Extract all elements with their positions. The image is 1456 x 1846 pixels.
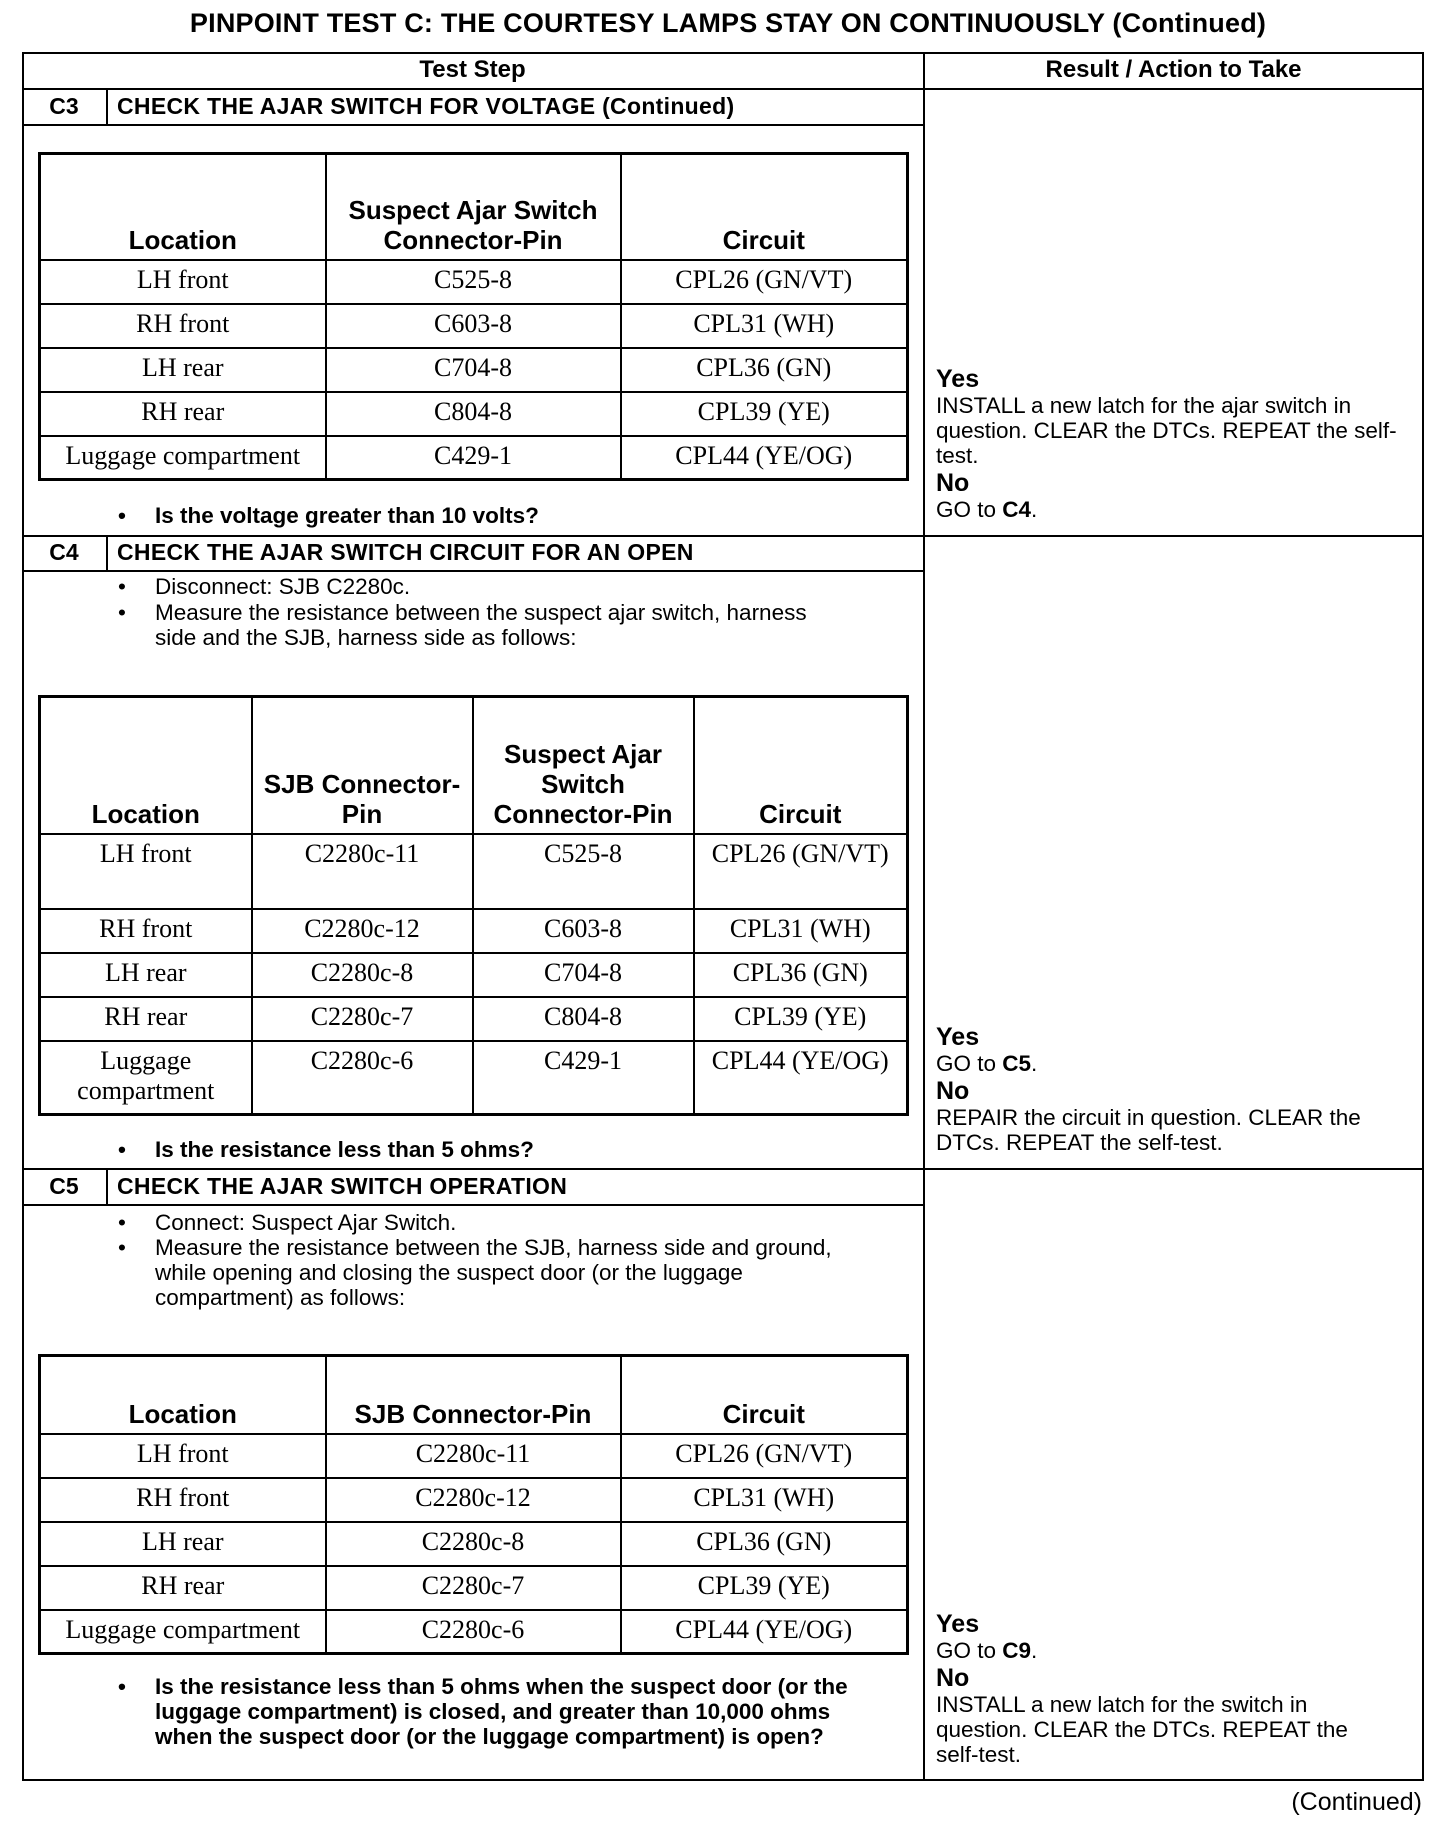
table-row bbox=[40, 304, 908, 348]
page-title: PINPOINT TEST C: THE COURTESY LAMPS STAY ON CONTINUOUSLY (Continued) bbox=[189, 8, 1267, 38]
table-cell: CPL44 (YE/OG) bbox=[694, 1041, 908, 1115]
table-cell: RH front bbox=[40, 304, 326, 348]
c5-question-bullet: • bbox=[118, 1674, 126, 1699]
c4-question: Is the resistance less than 5 ohms? bbox=[155, 1137, 534, 1162]
table-cell: C804-8 bbox=[473, 997, 694, 1041]
table-row bbox=[40, 1522, 908, 1566]
c5-step-text: Connect: Suspect Ajar Switch. bbox=[155, 1210, 457, 1235]
table-row bbox=[40, 1041, 908, 1115]
table-row bbox=[40, 1478, 908, 1522]
table-row bbox=[40, 1566, 908, 1610]
step-id-c3: C3 bbox=[49, 93, 79, 119]
c5-title-rule bbox=[22, 1204, 923, 1206]
c4-result bbox=[936, 1024, 1426, 1155]
table-cell: C603-8 bbox=[473, 909, 694, 953]
table-cell: RH rear bbox=[40, 1566, 326, 1610]
c5-bullet: • bbox=[118, 1210, 126, 1235]
table-cell: C2280c-11 bbox=[252, 834, 473, 909]
table-cell: C2280c-8 bbox=[326, 1522, 621, 1566]
c5-no-text: INSTALL a new latch for the switch in question. CLEAR the DTCs. REPEAT the self-test. bbox=[936, 1692, 1348, 1767]
table-cell: CPL31 (WH) bbox=[621, 1478, 908, 1522]
c3-no-label: No bbox=[936, 469, 970, 497]
c4-no-label: No bbox=[936, 1077, 970, 1105]
c4-question-bullet: • bbox=[118, 1137, 126, 1162]
table-cell: CPL44 (YE/OG) bbox=[621, 436, 908, 480]
table-cell: C603-8 bbox=[326, 304, 621, 348]
c5-col-header: Circuit bbox=[621, 1356, 908, 1434]
c3-yes-label: Yes bbox=[936, 365, 980, 393]
table-cell: C2280c-12 bbox=[252, 909, 473, 953]
table-cell: CPL31 (WH) bbox=[694, 909, 908, 953]
table-cell: C2280c-6 bbox=[252, 1041, 473, 1115]
table-row bbox=[40, 953, 908, 997]
c4-yes-label: Yes bbox=[936, 1023, 980, 1051]
c5-bullet: • bbox=[118, 1235, 126, 1260]
c3-col-header: Suspect Ajar Switch Connector-Pin bbox=[326, 154, 621, 260]
step-id-c4: C4 bbox=[49, 539, 79, 565]
c5-yes-text: GO to bbox=[936, 1638, 1003, 1663]
c4-title-rule bbox=[22, 570, 923, 572]
table-cell: Luggage compartment bbox=[40, 436, 326, 480]
c5-no-label: No bbox=[936, 1664, 970, 1692]
table-cell: C429-1 bbox=[473, 1041, 694, 1115]
table-cell: LH front bbox=[40, 1434, 326, 1478]
header-result: Result / Action to Take bbox=[1045, 56, 1302, 83]
table-cell: C704-8 bbox=[326, 348, 621, 392]
table-cell: CPL26 (GN/VT) bbox=[694, 834, 908, 909]
table-cell: RH rear bbox=[40, 392, 326, 436]
table-row bbox=[40, 997, 908, 1041]
c4-top-rule bbox=[22, 535, 1424, 537]
c3-no-text-end: . bbox=[1031, 497, 1038, 522]
table-row bbox=[40, 260, 908, 304]
c3-title-rule bbox=[22, 124, 923, 126]
table-cell: RH front bbox=[40, 1478, 326, 1522]
c3-col-header: Location bbox=[40, 154, 326, 260]
c4-bullet: • bbox=[118, 574, 126, 599]
c4-step-text: Disconnect: SJB C2280c. bbox=[155, 574, 411, 599]
c4-yes-ref: C5 bbox=[1002, 1051, 1032, 1076]
c5-table bbox=[38, 1354, 909, 1655]
step-title-c3: CHECK THE AJAR SWITCH FOR VOLTAGE (Continued) bbox=[117, 93, 735, 119]
c4-id-divider bbox=[106, 535, 108, 570]
table-cell: CPL26 (GN/VT) bbox=[621, 1434, 908, 1478]
table-row bbox=[40, 834, 908, 909]
table-cell: LH rear bbox=[40, 348, 326, 392]
c5-col-header: Location bbox=[40, 1356, 326, 1434]
table-row bbox=[40, 436, 908, 480]
table-cell: Luggage compartment bbox=[40, 1610, 326, 1654]
table-cell: CPL36 (GN) bbox=[694, 953, 908, 997]
c4-bullet: • bbox=[118, 600, 126, 625]
table-cell: C2280c-6 bbox=[326, 1610, 621, 1654]
c3-yes-text: INSTALL a new latch for the ajar switch in question. CLEAR the DTCs. REPEAT the self-test. bbox=[936, 393, 1397, 468]
c4-no-text: REPAIR the circuit in question. CLEAR the DTCs. REPEAT the self-test. bbox=[936, 1105, 1361, 1155]
table-cell: C525-8 bbox=[473, 834, 694, 909]
c4-step-text: Measure the resistance between the suspect ajar switch, harness side and the SJB, harness side as follows: bbox=[155, 600, 807, 650]
table-row bbox=[40, 348, 908, 392]
table-cell: C2280c-7 bbox=[326, 1566, 621, 1610]
table-cell: C804-8 bbox=[326, 392, 621, 436]
c5-question: Is the resistance less than 5 ohms when the suspect door (or the luggage compartment) is closed, and greater than 10,000 ohms when the suspect door (or the luggage compartment) is open? bbox=[155, 1674, 848, 1749]
c3-question-bullet: • bbox=[118, 503, 126, 528]
table-cell: CPL36 (GN) bbox=[621, 348, 908, 392]
step-id-c5: C5 bbox=[49, 1173, 79, 1199]
table-cell: CPL39 (YE) bbox=[621, 392, 908, 436]
header-test-step: Test Step bbox=[419, 56, 526, 83]
c5-step-text: Measure the resistance between the SJB, harness side and ground, while opening and closing the suspect door (or the luggage compartment) as follows: bbox=[155, 1235, 832, 1310]
table-cell: C2280c-7 bbox=[252, 997, 473, 1041]
table-cell: RH front bbox=[40, 909, 252, 953]
table-cell: CPL26 (GN/VT) bbox=[621, 260, 908, 304]
c4-table bbox=[38, 695, 909, 1116]
c5-yes-label: Yes bbox=[936, 1610, 980, 1638]
table-cell: Luggage compartment bbox=[40, 1041, 252, 1115]
c3-question: Is the voltage greater than 10 volts? bbox=[155, 503, 539, 528]
c5-result bbox=[936, 1611, 1426, 1767]
c3-no-ref: C4 bbox=[1002, 497, 1032, 522]
c5-id-divider bbox=[106, 1168, 108, 1204]
table-cell: RH rear bbox=[40, 997, 252, 1041]
table-row bbox=[40, 1434, 908, 1478]
table-row bbox=[40, 1610, 908, 1654]
table-cell: CPL39 (YE) bbox=[694, 997, 908, 1041]
step-title-c5: CHECK THE AJAR SWITCH OPERATION bbox=[117, 1173, 568, 1199]
table-cell: C429-1 bbox=[326, 436, 621, 480]
c5-yes-ref: C9 bbox=[1002, 1638, 1032, 1663]
header-rule bbox=[22, 88, 1424, 90]
table-cell: C2280c-8 bbox=[252, 953, 473, 997]
c3-no-text: GO to bbox=[936, 497, 1003, 522]
table-cell: LH front bbox=[40, 260, 326, 304]
c4-col-header: SJB Connector-Pin bbox=[252, 697, 473, 834]
c3-result bbox=[936, 366, 1426, 522]
c5-top-rule bbox=[22, 1168, 1424, 1170]
table-cell: LH rear bbox=[40, 1522, 326, 1566]
c5-col-header: SJB Connector-Pin bbox=[326, 1356, 621, 1434]
table-row bbox=[40, 909, 908, 953]
c4-col-header: Circuit bbox=[694, 697, 908, 834]
table-cell: CPL44 (YE/OG) bbox=[621, 1610, 908, 1654]
table-cell: C2280c-11 bbox=[326, 1434, 621, 1478]
c4-yes-text: GO to bbox=[936, 1051, 1003, 1076]
table-cell: C2280c-12 bbox=[326, 1478, 621, 1522]
table-cell: LH front bbox=[40, 834, 252, 909]
c4-yes-text-end: . bbox=[1031, 1051, 1038, 1076]
column-divider bbox=[923, 52, 925, 1781]
table-cell: C525-8 bbox=[326, 260, 621, 304]
table-cell: LH rear bbox=[40, 953, 252, 997]
c4-col-header: Location bbox=[40, 697, 252, 834]
c3-id-divider bbox=[106, 88, 108, 124]
step-title-c4: CHECK THE AJAR SWITCH CIRCUIT FOR AN OPEN bbox=[117, 539, 694, 565]
c3-table bbox=[38, 152, 909, 481]
table-cell: CPL36 (GN) bbox=[621, 1522, 908, 1566]
continued-footer: (Continued) bbox=[1291, 1788, 1422, 1816]
c3-col-header: Circuit bbox=[621, 154, 908, 260]
table-cell: CPL31 (WH) bbox=[621, 304, 908, 348]
c5-yes-text-end: . bbox=[1031, 1638, 1038, 1663]
table-row bbox=[40, 392, 908, 436]
table-cell: C704-8 bbox=[473, 953, 694, 997]
table-cell: CPL39 (YE) bbox=[621, 1566, 908, 1610]
c4-col-header: Suspect Ajar Switch Connector-Pin bbox=[473, 697, 694, 834]
